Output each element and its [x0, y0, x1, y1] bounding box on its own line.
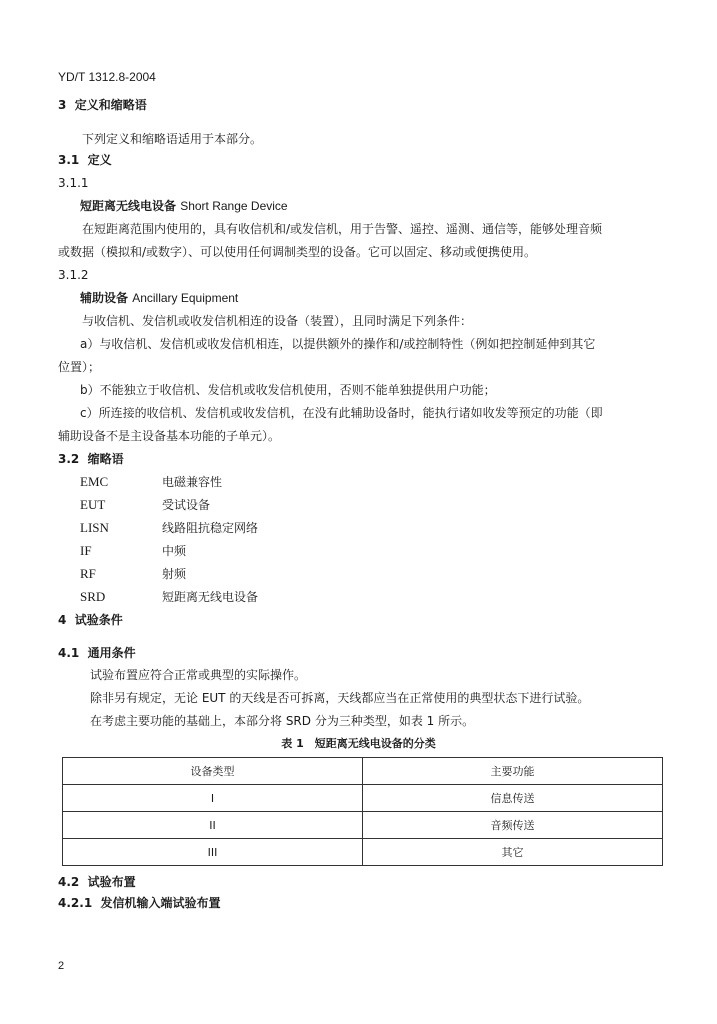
abbreviation-code: LISN	[80, 520, 109, 535]
table-cell-function: 其它	[363, 839, 663, 866]
definition-body-line: a）与收信机、发信机或收发信机相连，以提供额外的操作和/或控制特性（例如把控制延伸到其它	[80, 337, 596, 351]
definition-body-line: b）不能独立于收信机、发信机或收发信机使用，否则不能单独提供用户功能；	[80, 383, 496, 397]
section-title: 定义和缩略语	[74, 98, 147, 112]
section-title: 通用条件	[87, 646, 136, 660]
section-3-2-heading	[58, 451, 124, 467]
table-cell-device-type: III	[63, 839, 363, 866]
table-row	[63, 785, 663, 812]
section-number: 3.1	[58, 153, 80, 167]
section-number: 3.2	[58, 452, 80, 466]
device-classification-table	[62, 757, 663, 866]
section-3-1-heading	[58, 152, 112, 168]
abbreviation-meaning: 电磁兼容性	[162, 475, 223, 489]
abbreviation-meaning: 受试设备	[162, 498, 211, 512]
term-en: Ancillary Equipment	[132, 291, 239, 305]
term-cn: 短距离无线电设备	[80, 199, 177, 213]
section-paragraph: 在考虑主要功能的基础上，本部分将 SRD 分为三种类型，如表 1 所示。	[90, 714, 475, 728]
definition-body-line: 在短距离范围内使用的，具有收信机和/或发信机，用于告警、遥控、遥测、通信等，能够处理音频	[82, 222, 603, 236]
definition-number: 3.1.1	[58, 176, 89, 190]
table-cell-function: 信息传送	[363, 785, 663, 812]
table-row	[63, 839, 663, 866]
section-number: 4.1	[58, 646, 80, 660]
abbreviation-meaning: 短距离无线电设备	[162, 590, 259, 604]
abbreviation-code: IF	[80, 543, 92, 558]
section-3-heading	[58, 97, 147, 113]
table-header-cell: 设备类型	[63, 758, 363, 785]
abbreviation-code: SRD	[80, 589, 106, 604]
section-4-1-heading	[58, 645, 136, 661]
section-3-intro: 下列定义和缩略语适用于本部分。	[82, 132, 263, 146]
section-4-2-heading	[58, 874, 136, 890]
table-header-row	[63, 758, 663, 785]
section-paragraph: 除非另有规定，无论 EUT 的天线是否可拆离，天线都应当在正常使用的典型状态下进行试验。	[90, 691, 590, 705]
section-title: 定义	[87, 153, 112, 167]
definition-body-line: 辅助设备不是主设备基本功能的子单元）。	[58, 429, 281, 443]
abbreviation-meaning: 射频	[162, 567, 187, 581]
definition-body-line: 或数据（模拟和/或数字）、可以使用任何调制类型的设备。它可以固定、移动或便携使用。	[58, 245, 537, 259]
section-4-heading	[58, 612, 123, 628]
definition-term	[80, 198, 288, 214]
abbreviation-code: EMC	[80, 474, 109, 489]
table-cell-device-type: I	[63, 785, 363, 812]
section-number: 4	[58, 613, 67, 627]
definition-term	[80, 290, 238, 306]
table-cell-function: 音频传送	[363, 812, 663, 839]
section-title: 试验条件	[74, 613, 123, 627]
table-header-cell: 主要功能	[363, 758, 663, 785]
definition-number: 3.1.2	[58, 268, 89, 282]
standard-code: YD/T 1312.8-2004	[58, 70, 156, 84]
section-title: 试验布置	[87, 875, 136, 889]
table-cell-device-type: II	[63, 812, 363, 839]
section-title: 发信机输入端试验布置	[100, 896, 221, 910]
section-title: 缩略语	[87, 452, 124, 466]
definition-body-line: 与收信机、发信机或收发信机相连的设备（装置），且同时满足下列条件：	[82, 314, 473, 328]
section-number: 3	[58, 98, 67, 112]
table-row	[63, 812, 663, 839]
term-cn: 辅助设备	[80, 291, 129, 305]
page-number: 2	[58, 960, 65, 972]
section-paragraph: 试验布置应符合正常或典型的实际操作。	[90, 668, 307, 682]
term-en: Short Range Device	[180, 199, 288, 213]
section-4-2-1-heading	[58, 895, 221, 911]
abbreviation-meaning: 中频	[162, 544, 187, 558]
abbreviation-code: RF	[80, 566, 96, 581]
section-number: 4.2.1	[58, 896, 93, 910]
abbreviation-code: EUT	[80, 497, 106, 512]
definition-body-line: c）所连接的收信机、发信机或收发信机，在没有此辅助设备时，能执行诸如收发等预定的功能（即	[80, 406, 603, 420]
table-caption: 表 1 短距离无线电设备的分类	[281, 737, 436, 750]
section-number: 4.2	[58, 875, 80, 889]
abbreviation-meaning: 线路阻抗稳定网络	[162, 521, 259, 535]
definition-body-line: 位置）；	[58, 360, 101, 374]
